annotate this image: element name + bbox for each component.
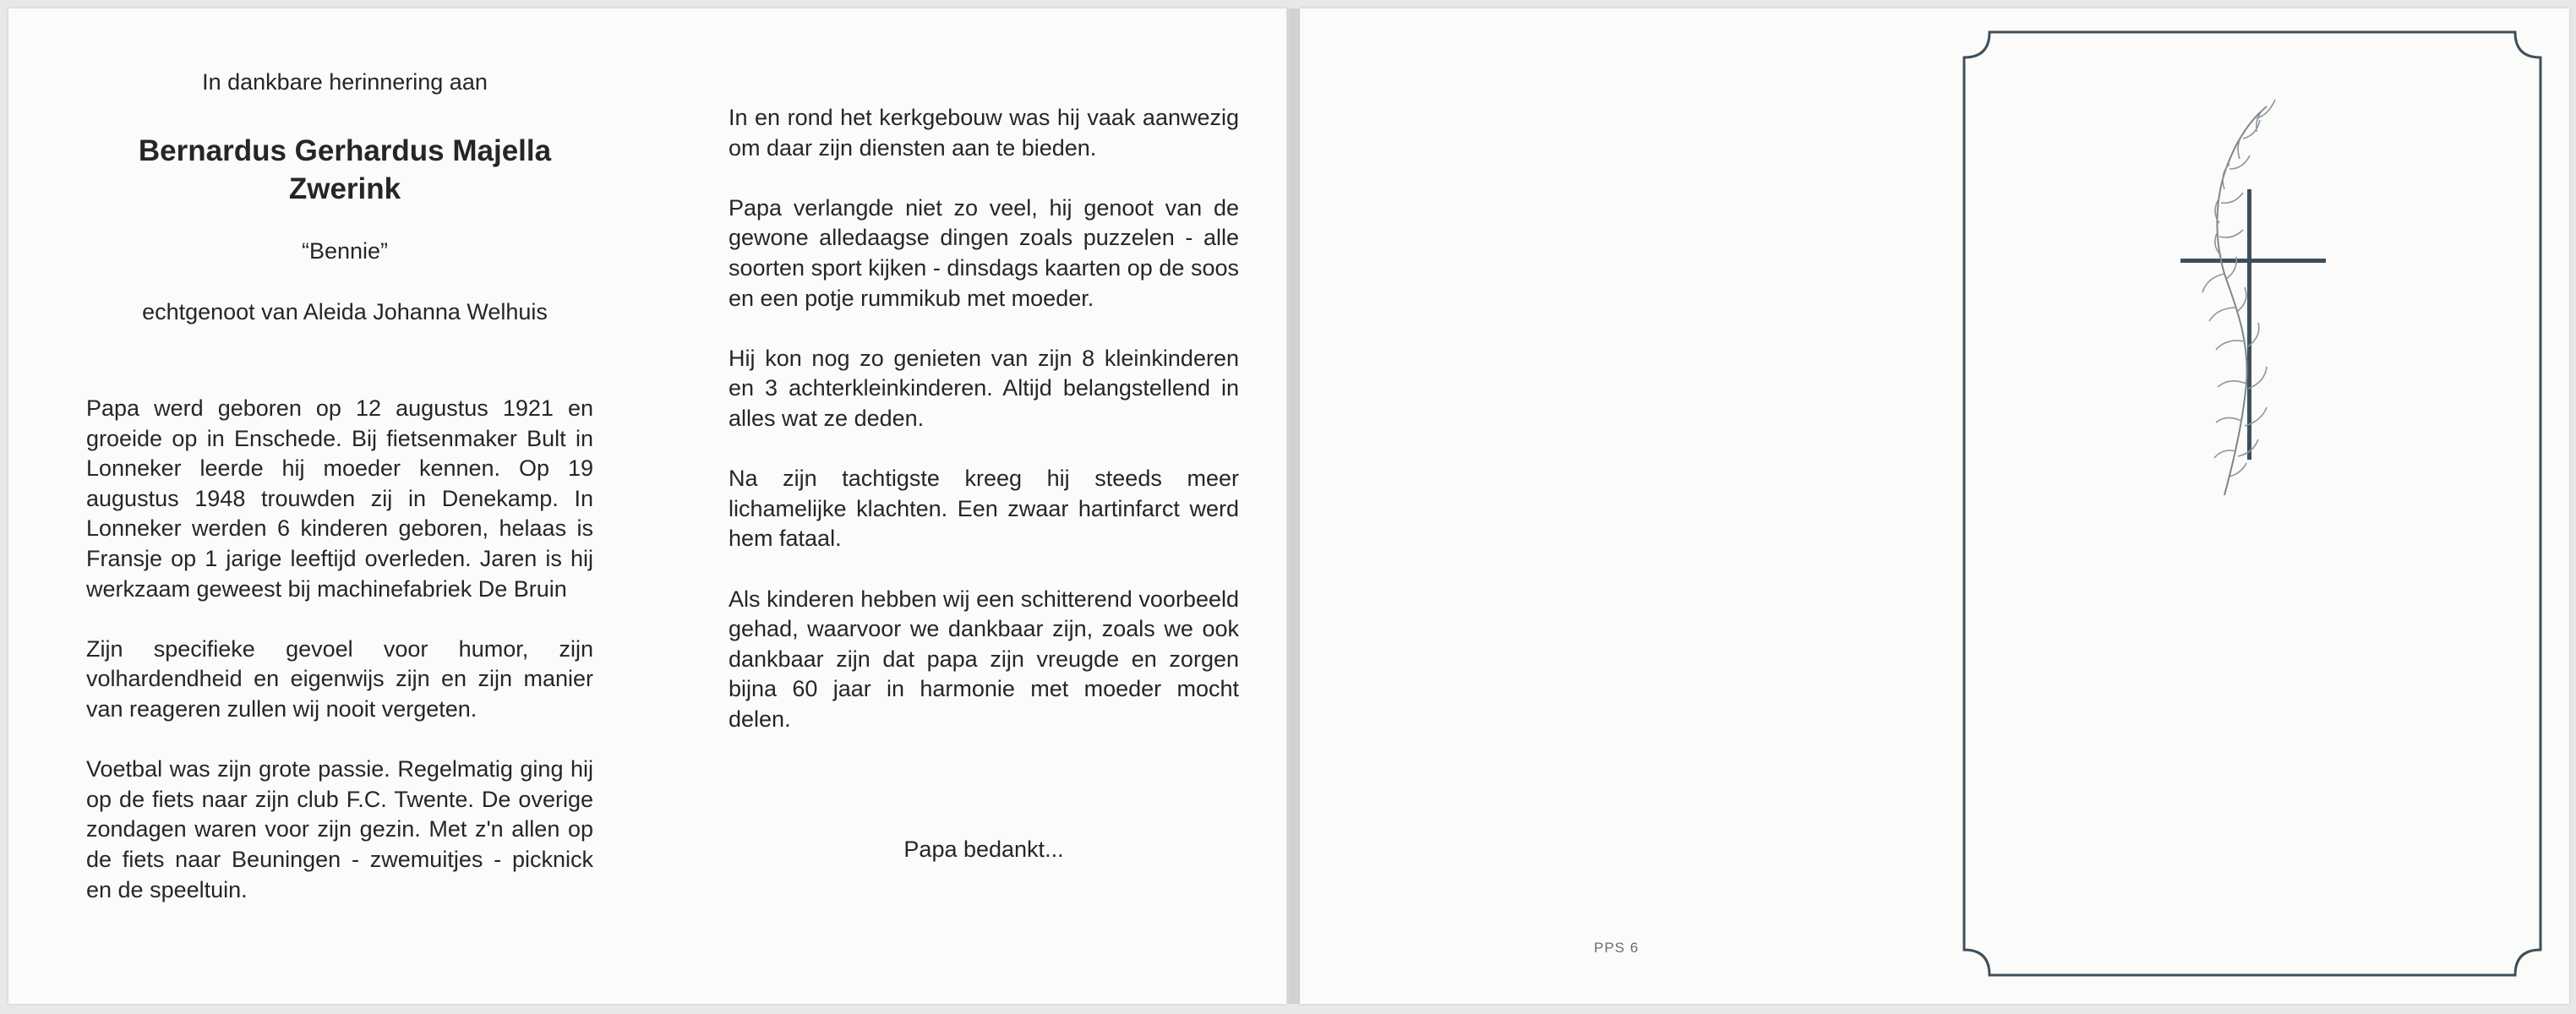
deceased-name: [86, 132, 603, 208]
paragraph: Papa werd geboren op 12 augustus 1921 en groeide op in Enschede. Bij fietsenmaker Bult in Lonneker leerde hij moeder kennen. Op 19 augustus 1948 trouwden zij in Denekamp. In Lonneker werden 6 kinderen geboren, helaas is Fransje op 1 jarige leeftijd overleden. Jaren is hij werkzaam geweest bij machinefabriek De Bruin: [86, 395, 593, 602]
name-line-1: Bernardus Gerhardus Majella: [138, 134, 552, 167]
heading: In dankbare herinnering aan: [202, 69, 488, 95]
decorative-frame: [1961, 29, 2544, 979]
name-line-2: Zwerink: [288, 172, 401, 205]
paragraph: Als kinderen hebben wij een schitterend voorbeeld gehad, waarvoor we dankbaar zijn, zoals we ook dankbaar zijn dat papa zijn vreugde en zorgen bijna 60 jaar in harmonie met moeder mocht delen.: [729, 586, 1239, 732]
paragraph: Papa verlangde niet zo veel, hij genoot van de gewone alledaagse dingen zoals puzzelen - alle soorten sport kijken - dinsdags kaarten op de soos en een potje rummikub met moeder.: [729, 194, 1239, 311]
nickname: “Bennie”: [301, 238, 389, 264]
cross-with-olive-branch-icon: [2180, 100, 2326, 495]
printer-imprint: PPS 6: [1594, 940, 1640, 956]
left-page: [8, 8, 1286, 1004]
card-fold: [1286, 8, 1300, 1004]
paragraph: Zijn specifieke gevoel voor humor, zijn volhardendheid en eigenwijs zijn en zijn manier van reageren zullen wij nooit vergeten.: [86, 635, 593, 722]
closing-line: Papa bedankt...: [903, 837, 1064, 862]
biography-column-2: [729, 103, 1239, 734]
paragraph: Hij kon nog zo genieten van zijn 8 kleinkinderen en 3 achterkleinkinderen. Altijd belangstellend in alles wat ze deden.: [729, 345, 1239, 431]
paragraph: In en rond het kerkgebouw was hij vaak aanwezig om daar zijn diensten aan te bieden.: [729, 105, 1239, 161]
paragraph: Na zijn tachtigste kreeg hij steeds meer lichamelijke klachten. Een zwaar hartinfarct werd hem fataal.: [729, 466, 1239, 552]
frame-border: [1964, 32, 2541, 975]
spouse-line: echtgenoot van Aleida Johanna Welhuis: [142, 299, 548, 324]
paragraph: Voetbal was zijn grote passie. Regelmatig ging hij op de fiets naar zijn club F.C. Twente. De overige zondagen waren voor zijn gezin. Met z'n allen op de fiets naar Beuningen - zwemuitjes - picknick en de speeltuin.: [86, 756, 593, 902]
biography-column-1: [86, 394, 593, 905]
